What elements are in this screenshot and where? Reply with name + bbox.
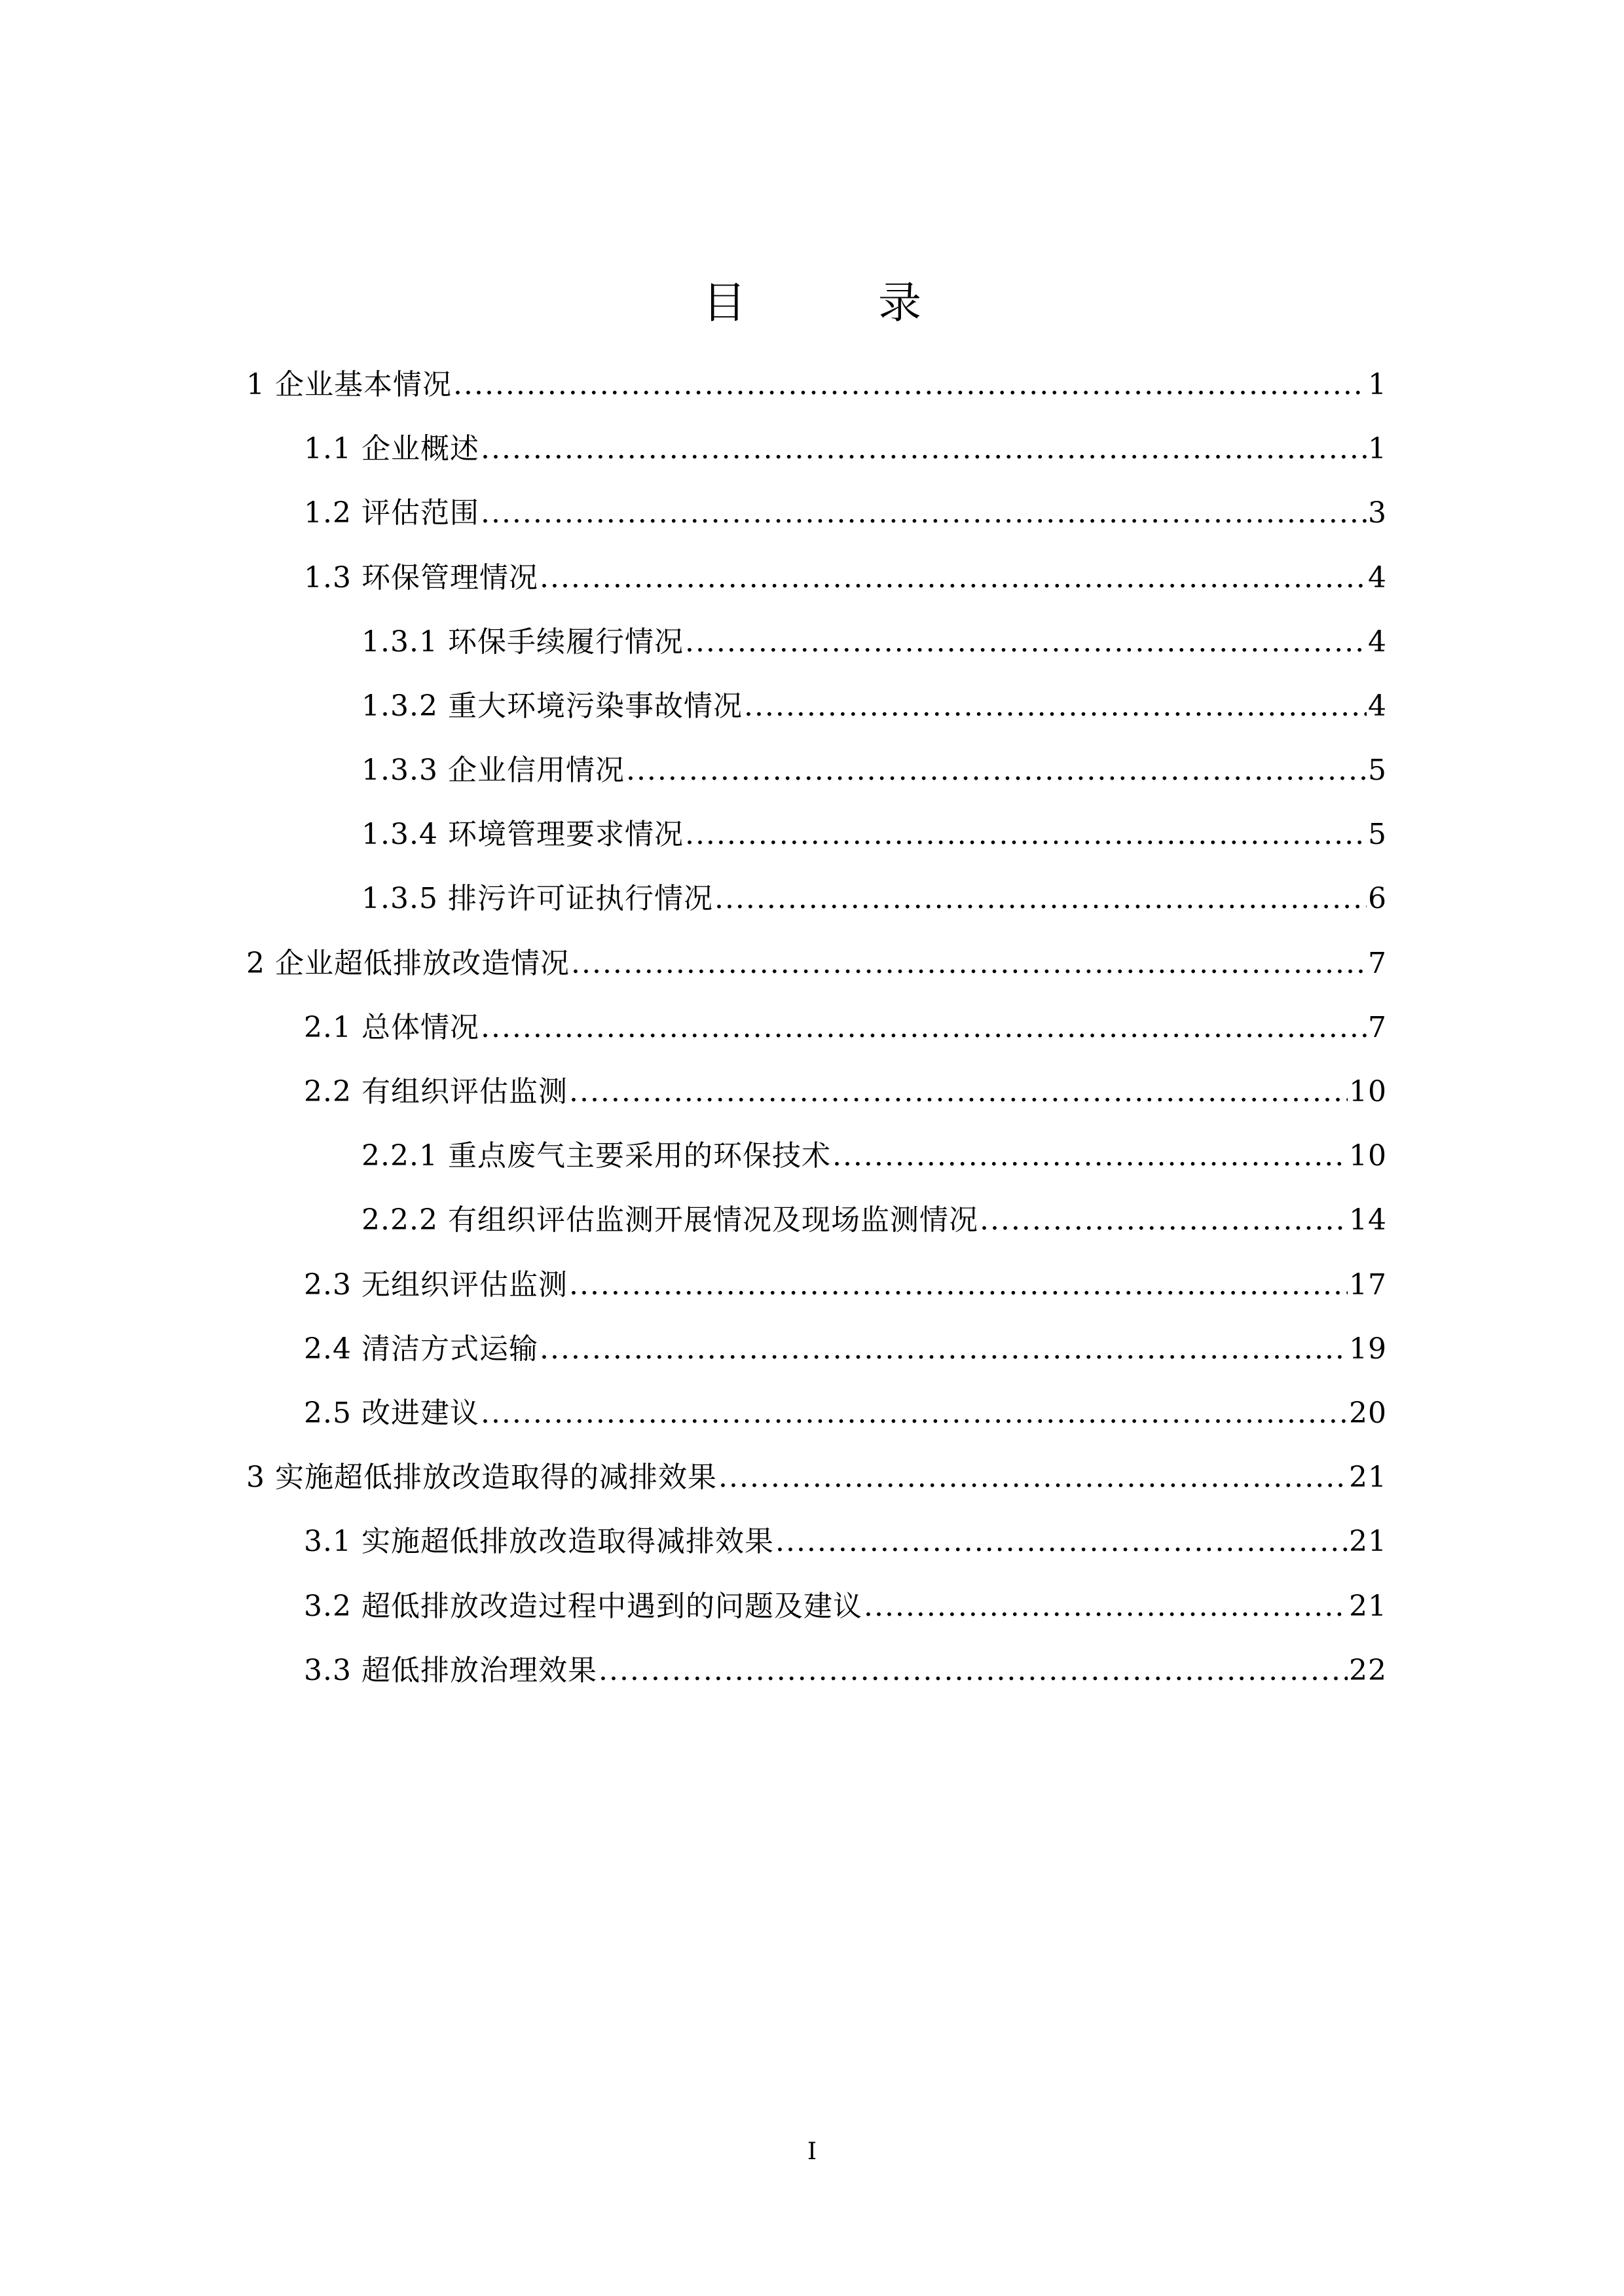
toc-entry[interactable] (246, 738, 1387, 803)
toc-entry[interactable] (246, 1381, 1387, 1446)
toc-entry[interactable] (246, 610, 1387, 674)
toc-entry-page: 1 (1368, 432, 1387, 466)
toc-entry[interactable] (246, 1253, 1387, 1317)
toc-entry-text: 3.2 超低排放改造过程中遇到的问题及建议 (304, 1589, 862, 1623)
toc-leader-dots (744, 674, 1367, 738)
toc-entry[interactable] (246, 546, 1387, 610)
page-number: I (807, 2138, 817, 2165)
toc-entry-page: 21 (1349, 1589, 1387, 1623)
toc-entry-page: 10 (1349, 1075, 1387, 1109)
toc-entry-page: 5 (1368, 818, 1387, 852)
toc-entry-page: 6 (1368, 882, 1387, 916)
toc-entry[interactable] (246, 1446, 1387, 1510)
toc-entry-text: 1.3.3 企业信用情况 (361, 754, 625, 788)
toc-entry-page: 4 (1368, 625, 1387, 659)
toc-entry-page: 22 (1349, 1653, 1387, 1687)
toc-entry-page: 21 (1349, 1525, 1387, 1559)
toc-entry[interactable] (246, 353, 1387, 417)
toc-leader-dots (481, 417, 1367, 481)
toc-leader-dots (569, 1060, 1348, 1124)
toc-entry-text: 3 实施超低排放改造取得的减排效果 (246, 1461, 717, 1495)
toc-entry-page: 10 (1349, 1139, 1387, 1173)
toc-entry-page: 3 (1368, 496, 1387, 530)
toc-entry-page: 1 (1368, 367, 1387, 401)
toc-leader-dots (481, 996, 1367, 1060)
toc-entry[interactable] (246, 481, 1387, 545)
toc-entry[interactable] (246, 1575, 1387, 1639)
toc-leader-dots (685, 803, 1367, 867)
toc-entry[interactable] (246, 1060, 1387, 1124)
toc-entry-text: 2.2.2 有组织评估监测开展情况及现场监测情况 (361, 1203, 978, 1237)
toc-entry-text: 1.3 环保管理情况 (304, 560, 538, 594)
toc-entry[interactable] (246, 803, 1387, 867)
toc-entry-text: 2.3 无组织评估监测 (304, 1267, 568, 1302)
toc-entry-text: 1.3.4 环境管理要求情况 (361, 818, 684, 852)
toc-title: 目 录 (703, 278, 966, 328)
toc-entry-text: 2.1 总体情况 (304, 1010, 479, 1044)
toc-entry[interactable] (246, 1124, 1387, 1188)
toc-entry-text: 3.1 实施超低排放改造取得减排效果 (304, 1525, 774, 1559)
toc-entry[interactable] (246, 996, 1387, 1060)
toc-leader-dots (453, 353, 1367, 417)
toc-entry-text: 2 企业超低排放改造情况 (246, 946, 570, 980)
toc-entry-page: 5 (1368, 754, 1387, 788)
toc-entry-page: 7 (1368, 1010, 1387, 1044)
toc-leader-dots (599, 1639, 1348, 1703)
toc-leader-dots (980, 1188, 1348, 1252)
toc-entry-page: 7 (1368, 946, 1387, 980)
toc-entry[interactable] (246, 867, 1387, 932)
toc-entry-text: 2.2 有组织评估监测 (304, 1075, 568, 1109)
toc-leader-dots (540, 1317, 1348, 1381)
toc-leader-dots (481, 1381, 1348, 1446)
toc-entry-page: 20 (1349, 1396, 1387, 1430)
toc-entry-text: 2.4 清洁方式运输 (304, 1332, 538, 1366)
toc-entry[interactable] (246, 417, 1387, 481)
toc-entry-text: 1.3.2 重大环境污染事故情况 (361, 689, 743, 723)
toc-entry[interactable] (246, 1188, 1387, 1252)
toc-entry[interactable] (246, 1510, 1387, 1574)
toc-leader-dots (864, 1575, 1348, 1639)
toc-list (246, 353, 1387, 1703)
toc-entry[interactable] (246, 1639, 1387, 1703)
toc-entry-text: 1.3.5 排污许可证执行情况 (361, 882, 713, 916)
toc-entry-text: 3.3 超低排放治理效果 (304, 1653, 597, 1687)
toc-leader-dots (685, 610, 1367, 674)
toc-entry[interactable] (246, 674, 1387, 738)
toc-entry-page: 14 (1349, 1203, 1387, 1237)
toc-entry-page: 21 (1349, 1461, 1387, 1495)
toc-entry-page: 17 (1349, 1267, 1387, 1302)
toc-leader-dots (714, 867, 1367, 932)
toc-entry-text: 2.2.1 重点废气主要采用的环保技术 (361, 1139, 831, 1173)
toc-entry-text: 1 企业基本情况 (246, 367, 452, 401)
toc-leader-dots (718, 1446, 1348, 1510)
toc-leader-dots (481, 481, 1367, 545)
toc-leader-dots (569, 1253, 1348, 1317)
toc-entry-page: 19 (1349, 1332, 1387, 1366)
toc-entry-text: 1.1 企业概述 (304, 432, 479, 466)
toc-entry[interactable] (246, 1317, 1387, 1381)
toc-entry-text: 2.5 改进建议 (304, 1396, 479, 1430)
toc-leader-dots (832, 1124, 1348, 1188)
toc-entry-text: 1.2 评估范围 (304, 496, 479, 530)
toc-leader-dots (775, 1510, 1348, 1574)
toc-leader-dots (571, 932, 1367, 996)
toc-entry-page: 4 (1368, 560, 1387, 594)
toc-entry[interactable] (246, 932, 1387, 996)
toc-leader-dots (626, 738, 1367, 803)
toc-leader-dots (540, 546, 1367, 610)
toc-entry-page: 4 (1368, 689, 1387, 723)
toc-entry-text: 1.3.1 环保手续履行情况 (361, 625, 684, 659)
